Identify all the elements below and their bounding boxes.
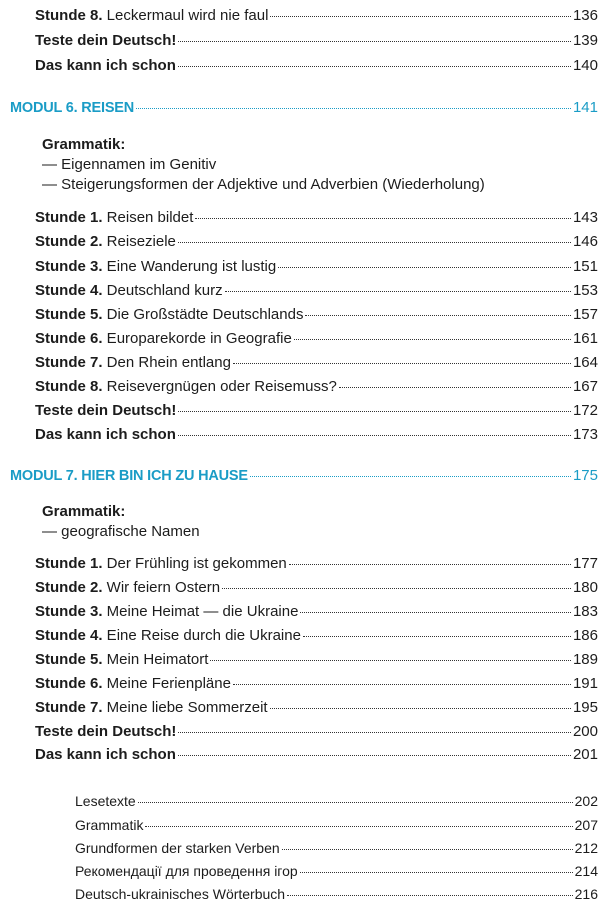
module-title: MODUL 6. REISEN [10, 100, 135, 116]
leader-dots [287, 895, 573, 896]
leader-dots [282, 849, 573, 850]
module-page-number: 175 [572, 467, 598, 484]
leader-dots [300, 612, 571, 613]
toc-entry[interactable] [35, 746, 598, 763]
entry-label-bold: Stunde 6. [35, 675, 103, 692]
entry-label-text: Leckermaul wird nie faul [102, 7, 269, 24]
leader-dots [233, 684, 571, 685]
appendix-entry[interactable] [75, 886, 598, 902]
leader-dots [178, 411, 571, 412]
toc-entry[interactable] [35, 555, 598, 572]
module-page-number: 141 [572, 99, 598, 116]
appendix-page-number: 202 [574, 793, 598, 809]
appendix-page-number: 212 [574, 840, 598, 856]
entry-label-bold: Stunde 5. [35, 306, 103, 323]
appendix-entry[interactable] [75, 863, 598, 879]
toc-entry[interactable] [35, 603, 598, 620]
entry-page-number: 136 [572, 7, 598, 24]
leader-dots [178, 435, 571, 436]
appendix-label: Рекомендації для проведення ігор [75, 863, 298, 879]
toc-entry[interactable] [35, 7, 598, 24]
leader-dots [210, 660, 571, 661]
entry-page-number: 200 [572, 723, 598, 740]
appendix-page-number: 207 [574, 817, 598, 833]
leader-dots [289, 564, 571, 565]
entry-page-number: 164 [572, 354, 598, 371]
entry-page-number: 153 [572, 282, 598, 299]
grammatik-item: — geografische Namen [42, 523, 200, 540]
toc-entry[interactable] [35, 306, 598, 323]
leader-dots [178, 66, 571, 67]
entry-page-number: 201 [572, 746, 598, 763]
entry-label-bold: Stunde 3. [35, 603, 103, 620]
entry-label-text: Wir feiern Ostern [102, 579, 221, 596]
toc-entry[interactable] [35, 32, 598, 49]
entry-label-text: Reisevergnügen oder Reisemuss? [102, 378, 337, 395]
entry-page-number: 143 [572, 209, 598, 226]
entry-page-number: 172 [572, 402, 598, 419]
entry-label-text: Europarekorde in Geografie [102, 330, 292, 347]
toc-entry[interactable] [35, 258, 598, 275]
toc-entry[interactable] [35, 282, 598, 299]
leader-dots [225, 291, 571, 292]
entry-label-text: Eine Reise durch die Ukraine [102, 627, 301, 644]
appendix-entry[interactable] [75, 793, 598, 809]
entry-label-bold: Stunde 8. [35, 7, 103, 24]
leader-dots [270, 708, 571, 709]
entry-page-number: 161 [572, 330, 598, 347]
entry-page-number: 173 [572, 426, 598, 443]
leader-dots [222, 588, 571, 589]
leader-dots [303, 636, 571, 637]
appendix-label: Lesetexte [75, 793, 136, 809]
toc-entry[interactable] [35, 402, 598, 419]
entry-label-bold: Teste dein Deutsch! [35, 32, 177, 49]
leader-dots [145, 826, 572, 827]
entry-page-number: 140 [572, 57, 598, 74]
leader-dots [178, 755, 571, 756]
appendix-label: Deutsch-ukrainisches Wörterbuch [75, 886, 286, 902]
toc-entry[interactable] [35, 579, 598, 596]
entry-label-bold: Stunde 7. [35, 354, 103, 371]
leader-dots [305, 315, 571, 316]
leader-dots [178, 242, 571, 243]
entry-label-text: Reiseziele [102, 233, 176, 250]
module-heading-7[interactable] [10, 467, 598, 484]
toc-entry[interactable] [35, 233, 598, 250]
entry-label-text: Der Frühling ist gekommen [102, 555, 287, 572]
toc-entry[interactable] [35, 651, 598, 668]
entry-page-number: 167 [572, 378, 598, 395]
entry-label-bold: Stunde 5. [35, 651, 103, 668]
entry-page-number: 146 [572, 233, 598, 250]
entry-label-bold: Teste dein Deutsch! [35, 723, 177, 740]
leader-dots [270, 16, 571, 17]
module-heading-6[interactable] [10, 99, 598, 116]
leader-dots [195, 218, 571, 219]
entry-page-number: 191 [572, 675, 598, 692]
leader-dots [138, 802, 573, 803]
leader-dots [300, 872, 573, 873]
appendix-page-number: 214 [574, 863, 598, 879]
entry-label-bold: Stunde 6. [35, 330, 103, 347]
entry-label-text: Meine Heimat — die Ukraine [102, 603, 299, 620]
leader-dots [250, 476, 571, 477]
grammatik-heading: Grammatik: [42, 503, 126, 520]
entry-label-bold: Stunde 2. [35, 579, 103, 596]
toc-entry[interactable] [35, 426, 598, 443]
toc-entry[interactable] [35, 675, 598, 692]
toc-entry[interactable] [35, 699, 598, 716]
entry-label-text: Meine Ferienpläne [102, 675, 231, 692]
toc-entry[interactable] [35, 209, 598, 226]
entry-page-number: 195 [572, 699, 598, 716]
grammatik-item: — Eigennamen im Genitiv [42, 156, 217, 173]
entry-label-bold: Stunde 2. [35, 233, 103, 250]
leader-dots [339, 387, 571, 388]
appendix-entry[interactable] [75, 817, 598, 833]
leader-dots [136, 108, 571, 109]
leader-dots [233, 363, 571, 364]
toc-entry[interactable] [35, 330, 598, 347]
entry-label-text: Reisen bildet [102, 209, 194, 226]
leader-dots [178, 732, 571, 733]
leader-dots [294, 339, 571, 340]
entry-label-text: Eine Wanderung ist lustig [102, 258, 277, 275]
entry-label-bold: Stunde 8. [35, 378, 103, 395]
entry-label-bold: Stunde 1. [35, 555, 103, 572]
appendix-label: Grammatik [75, 817, 144, 833]
entry-label-text: Deutschland kurz [102, 282, 223, 299]
entry-label-bold: Das kann ich schon [35, 57, 176, 74]
entry-page-number: 157 [572, 306, 598, 323]
entry-label-bold: Das kann ich schon [35, 746, 176, 763]
entry-label-text: Die Großstädte Deutschlands [102, 306, 304, 323]
entry-page-number: 186 [572, 627, 598, 644]
entry-label-bold: Stunde 3. [35, 258, 103, 275]
entry-label-text: Mein Heimatort [102, 651, 209, 668]
entry-label-bold: Stunde 1. [35, 209, 103, 226]
entry-label-text: Meine liebe Sommerzeit [102, 699, 268, 716]
entry-page-number: 189 [572, 651, 598, 668]
toc-entry[interactable] [35, 354, 598, 371]
entry-page-number: 177 [572, 555, 598, 572]
appendix-entry[interactable] [75, 840, 598, 856]
entry-page-number: 183 [572, 603, 598, 620]
entry-label-text: Den Rhein entlang [102, 354, 231, 371]
entry-label-bold: Das kann ich schon [35, 426, 176, 443]
toc-entry[interactable] [35, 57, 598, 74]
entry-label-bold: Stunde 7. [35, 699, 103, 716]
appendix-page-number: 216 [574, 886, 598, 902]
appendix-label: Grundformen der starken Verben [75, 840, 280, 856]
leader-dots [278, 267, 571, 268]
entry-label-bold: Stunde 4. [35, 282, 103, 299]
toc-entry[interactable] [35, 723, 598, 740]
module-title: MODUL 7. HIER BIN ICH ZU HAUSE [10, 468, 248, 484]
entry-page-number: 151 [572, 258, 598, 275]
grammatik-item: — Steigerungsformen der Adjektive und Adverbien (Wiederholung) [42, 176, 485, 193]
leader-dots [178, 41, 571, 42]
toc-entry[interactable] [35, 627, 598, 644]
toc-entry[interactable] [35, 378, 598, 395]
entry-page-number: 139 [572, 32, 598, 49]
grammatik-heading: Grammatik: [42, 136, 126, 153]
entry-label-bold: Teste dein Deutsch! [35, 402, 177, 419]
entry-page-number: 180 [572, 579, 598, 596]
entry-label-bold: Stunde 4. [35, 627, 103, 644]
